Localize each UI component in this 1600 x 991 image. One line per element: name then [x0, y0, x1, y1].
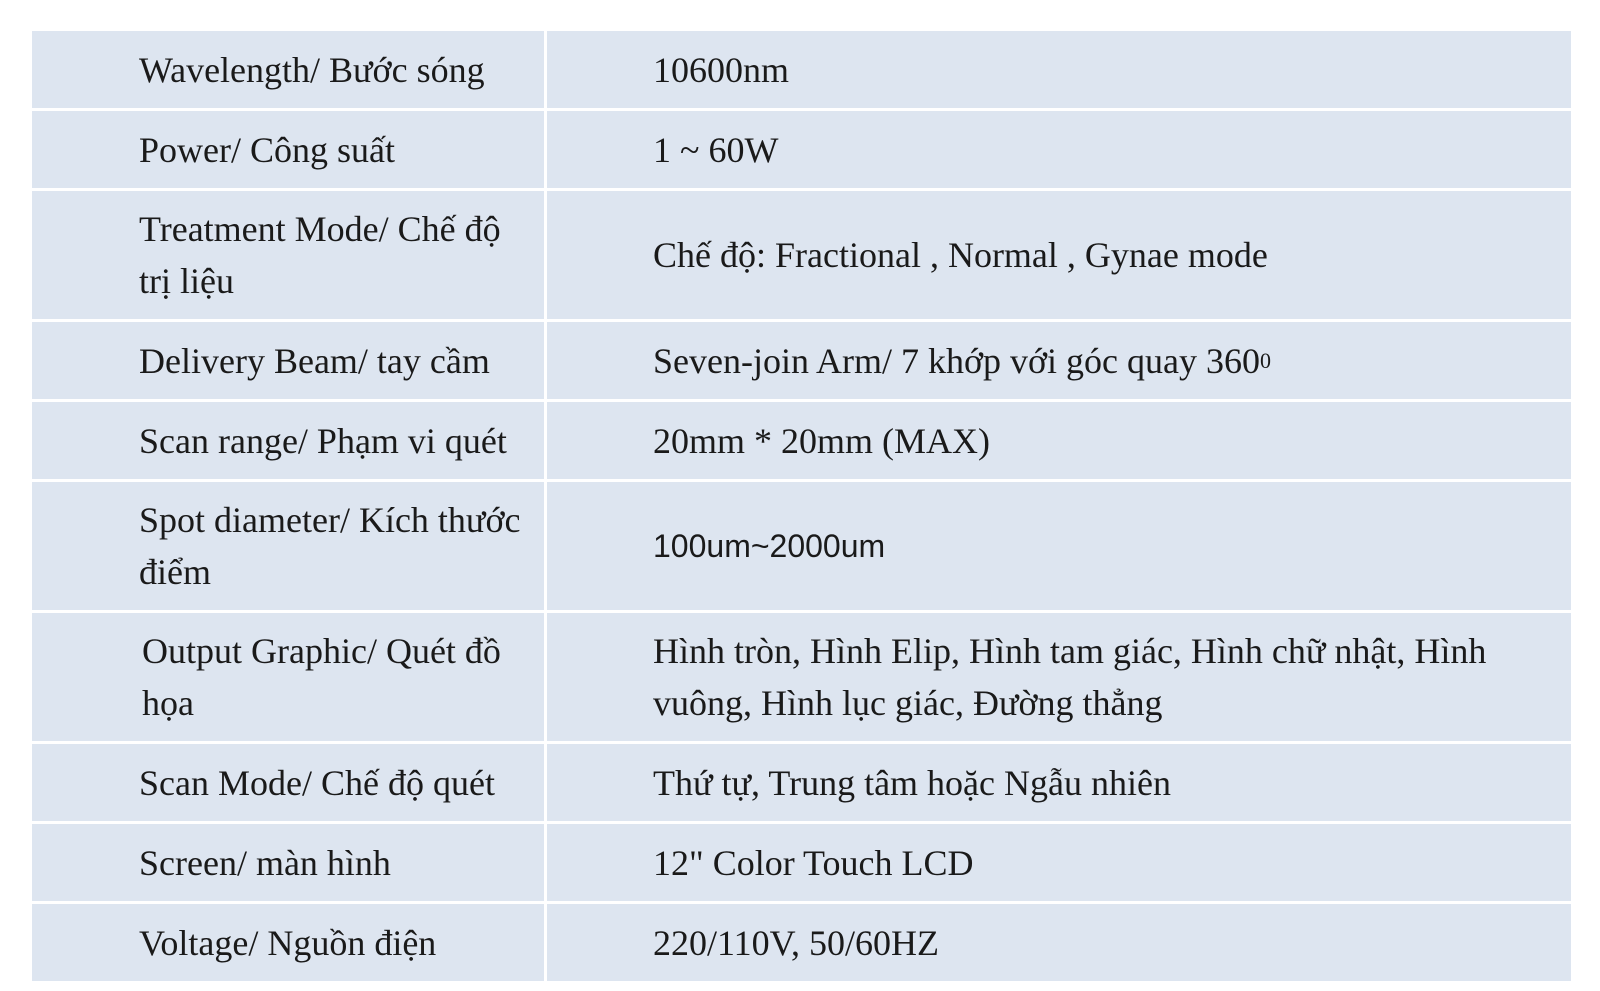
spec-label-voltage: Voltage/ Nguồn điện — [32, 904, 544, 981]
spec-label-screen: Screen/ màn hình — [32, 824, 544, 901]
spec-label-scan-range: Scan range/ Phạm vi quét — [32, 402, 544, 479]
spec-value-treatment-mode: Chế độ: Fractional , Normal , Gynae mode — [547, 191, 1571, 319]
spec-value-power: 1 ~ 60W — [547, 111, 1571, 188]
spec-label-wavelength: Wavelength/ Bước sóng — [32, 31, 544, 108]
spec-label-spot-diameter: Spot diameter/ Kích thước điểm — [32, 482, 544, 610]
spec-value-scan-mode: Thứ tự, Trung tâm hoặc Ngẫu nhiên — [547, 744, 1571, 821]
spec-label-scan-mode: Scan Mode/ Chế độ quét — [32, 744, 544, 821]
spec-value-screen: 12" Color Touch LCD — [547, 824, 1571, 901]
spec-value-scan-range: 20mm * 20mm (MAX) — [547, 402, 1571, 479]
spec-value-spot-diameter: 100um~2000um — [547, 482, 1571, 610]
spec-label-delivery-beam: Delivery Beam/ tay cầm — [32, 322, 544, 399]
delivery-beam-text: Seven-join Arm/ 7 khớp với góc quay 360 — [653, 340, 1261, 381]
spec-value-output-graphic: Hình tròn, Hình Elip, Hình tam giác, Hình chữ nhật, Hình vuông, Hình lục giác, Đường thẳng — [547, 613, 1571, 741]
spec-label-treatment-mode: Treatment Mode/ Chế độ trị liệu — [32, 191, 544, 319]
spec-value-voltage: 220/110V, 50/60HZ — [547, 904, 1571, 981]
spec-label-power: Power/ Công suất — [32, 111, 544, 188]
spec-value-wavelength: 10600nm — [547, 31, 1571, 108]
spec-label-output-graphic: Output Graphic/ Quét đồ họa — [32, 613, 544, 741]
spec-value-delivery-beam: Seven-join Arm/ 7 khớp với góc quay 360 0 — [547, 322, 1571, 399]
specifications-table — [32, 31, 1568, 962]
